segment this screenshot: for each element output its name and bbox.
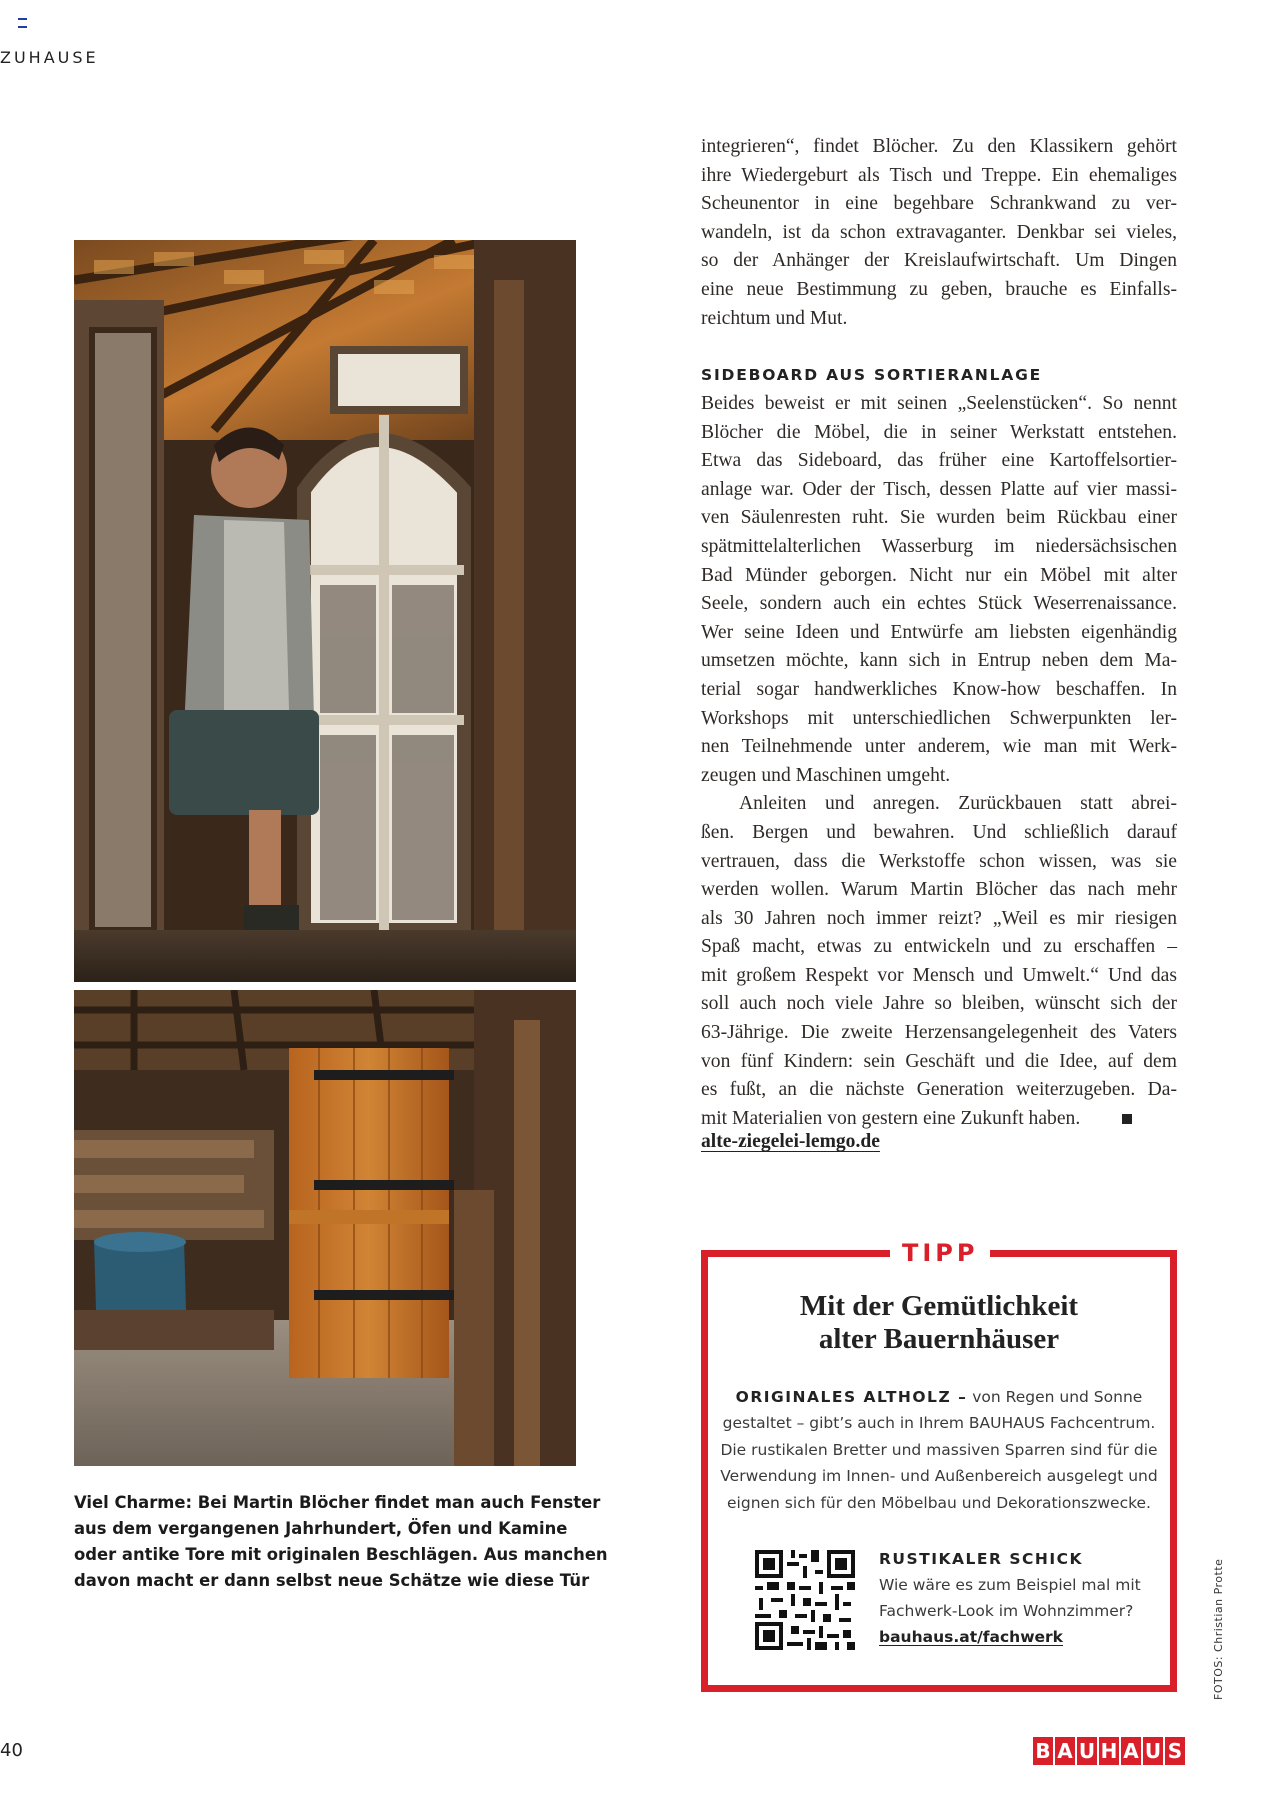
logo-letter: S [1165,1737,1185,1765]
qr-code-graphic [755,1550,855,1650]
photo-attic-window [74,240,576,982]
body-line: als 30 Jahren noch immer reizt? „Weil es mir riesigen [701,907,1177,929]
body-line: Wer seine Ideen und Entwürfe am liebsten eigenhändig [701,621,1177,643]
tipp-body-line: gestaltet – gibt’s auch in Ihrem BAUHAUS Fachcentrum. [722,1414,1156,1433]
body-line: werden wollen. Warum Martin Blöcher das nach mehr [701,879,1177,901]
body-line: umsetzen möchte, kann sich in Entrup neben dem Ma- [701,650,1177,672]
caption-line: aus dem vergangenen Jahrhundert, Öfen und Kamine [74,1519,568,1538]
tipp-body [720,1384,1158,1516]
section-subheading: SIDEBOARD AUS SORTIERANLAGE [701,366,1043,384]
body-line: soll auch noch viele Jahre so bleiben, wünscht sich der [701,993,1177,1015]
body-line: ven Säulenresten ruht. Sie wurden beim Rückbau einer [701,507,1177,529]
bauhaus-logo [1033,1737,1185,1765]
caption-line: oder antike Tore mit originalen Beschlägen. Aus manchen [74,1545,608,1564]
caption-line: davon macht er dann selbst neue Schätze wie diese Tür [74,1571,590,1590]
tipp-label: TIPP [890,1240,990,1266]
body-line: eine neue Bestimmung zu geben, brauche es Einfalls- [701,278,1177,300]
qr-code-icon[interactable] [755,1550,855,1650]
page-number: 40 [0,1740,23,1761]
body-line: Bad Münder geborgen. Nicht nur ein Möbel mit alter [701,564,1177,586]
photo-credit: FOTOS: Christian Protte [1212,1558,1225,1700]
body-line: Blöcher die Möbel, die in seiner Werkstatt entstehen. [701,421,1177,443]
end-of-article-icon [1122,1114,1132,1124]
article-body-intro [701,133,1177,333]
body-line: zeugen und Maschinen umgeht. [701,764,951,786]
tipp-title-line: alter Bauernhäuser [818,1323,1060,1355]
body-line: Anleiten und anregen. Zurückbauen statt abrei- [739,793,1177,815]
tipp-title [701,1290,1177,1356]
tipp-body-line: Verwendung im Innen- und Außenbereich ausgelegt und [720,1467,1158,1486]
tipp-title-line: Mit der Gemütlichkeit [799,1290,1079,1322]
body-line: nen Teilnehmende unter anderem, wie man mit Werk- [701,736,1177,758]
body-line: ihre Wiedergeburt als Tisch und Treppe. Ein ehemaliges [701,164,1177,186]
bauhaus-fachwerk-link[interactable]: bauhaus.at/fachwerk [879,1628,1063,1646]
tipp-body-line: eignen sich für den Möbelbau und Dekorationszwecke. [727,1493,1151,1512]
qr-heading: RUSTIKALER SCHICK [879,1550,1083,1568]
photo-workshop-door [74,990,576,1466]
tipp-lead: ORIGINALES ALTHOLZ – [735,1388,968,1406]
body-line: Seele, sondern auch ein echtes Stück Weserrenaissance. [701,593,1177,615]
body-line: spätmittelalterlichen Wasserburg im niedersächsischen [701,535,1177,557]
section-marker-icon [18,18,27,28]
body-line: ßen. Bergen und bewahren. Und schließlich darauf [701,821,1177,843]
body-line-final [701,1105,1177,1134]
caption-line: Viel Charme: Bei Martin Blöcher findet man auch Fenster [74,1493,601,1512]
tipp-body-line [720,1384,1158,1410]
body-line: terial sogar handwerkliches Know-how beschaffen. In [701,678,1177,700]
logo-letter: U [1078,1739,1096,1763]
body-line: reichtum und Mut. [701,307,848,329]
logo-letter: U [1144,1739,1162,1763]
body-line: Spaß macht, etwas zu entwickeln und zu erschaffen – [701,936,1177,958]
qr-text-line: Fachwerk-Look im Wohnzimmer? [879,1602,1134,1620]
body-line: so der Anhänger der Kreislaufwirtschaft. Um Dingen [701,250,1177,272]
body-line: mit großem Respekt vor Mensch und Umwelt.“ Und das [701,964,1177,986]
body-line: von fünf Kindern: sein Geschäft und die Idee, auf dem [701,1050,1177,1072]
logo-letter: A [1121,1737,1141,1765]
body-line: wandeln, ist da schon extravaganter. Denkbar sei vieles, [701,221,1177,243]
body-line: integrieren“, findet Blöcher. Zu den Klassikern gehört [701,136,1177,157]
qr-info [879,1546,1141,1650]
body-line: Etwa das Sideboard, das früher eine Kartoffelsortier- [701,450,1177,472]
logo-letter: A [1055,1737,1075,1765]
section-label: ZUHAUSE [0,48,99,67]
body-line: Workshops mit unterschiedlichen Schwerpunkten ler- [701,707,1177,729]
body-line: Beides beweist er mit seinen „Seelenstücken“. So nennt [701,393,1177,414]
website-link[interactable]: alte-ziegelei-lemgo.de [701,1131,880,1152]
tipp-body-line: Die rustikalen Bretter und massiven Sparren sind für die [720,1440,1158,1459]
body-line: anlage war. Oder der Tisch, dessen Platte auf vier massi- [701,478,1177,500]
qr-text-line: Wie wäre es zum Beispiel mal mit [879,1576,1141,1594]
body-line: Scheunentor in eine begehbare Schrankwand zu ver- [701,193,1177,215]
photo-attic-window-image [74,240,576,982]
logo-letter: B [1033,1737,1053,1765]
photo-workshop-door-image [74,990,576,1466]
body-line-text: mit Materialien von gestern eine Zukunft haben. [701,1107,1081,1129]
tipp-lead-rest: von Regen und Sonne [967,1388,1143,1406]
article-body-main [701,390,1177,1133]
body-line: vertrauen, dass die Werkstoffe schon wissen, was sie [701,850,1177,872]
photo-caption [74,1490,608,1594]
body-line: es fußt, an die nächste Generation weiterzugeben. Da- [701,1079,1177,1101]
body-line: 63-Jährige. Die zweite Herzensangelegenheit des Vaters [701,1022,1177,1044]
logo-letter: H [1100,1739,1118,1763]
